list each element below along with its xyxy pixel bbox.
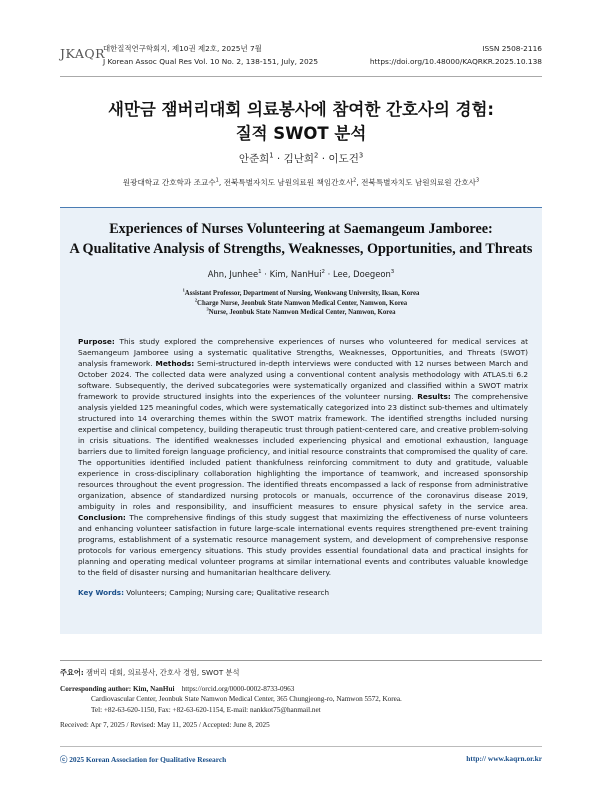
journal-citation-english: J Korean Assoc Qual Res Vol. 10 No. 2, 138-151, July, 2025 <box>103 57 319 66</box>
english-author: Kim, NanHui <box>269 269 322 279</box>
english-author: Lee, Doegeon <box>333 269 391 279</box>
korean-affiliations: 원광대학교 간호학과 조교수$^1$, 전북특별자치도 남원의료원 책임간호사$^2$, 전북특별자치도 남원의료원 간호사$^3$ <box>122 177 480 187</box>
abstract-text <box>78 336 528 578</box>
doi-link[interactable]: https://doi.org/10.48000/KAQRKR.2025.10.138 <box>369 57 542 66</box>
journal-identifiers <box>370 42 542 68</box>
page-footer <box>60 754 542 765</box>
purpose-text: This study explored the comprehensive experiences of nurses who volunteered for medical services at Saemangeum Jamboree using a systematic qualitative Strengths, Weaknesses, Opportunities, and Threats (SWOT) analysis framework. <box>78 336 528 368</box>
journal-logo: JKAQR <box>60 46 106 61</box>
abstract-box <box>60 207 542 634</box>
korean-title <box>60 98 542 146</box>
manuscript-dates: Received: Apr 7, 2025 / Revised: May 11, 2025 / Accepted: June 8, 2025 <box>60 721 270 729</box>
keywords <box>78 588 528 597</box>
bottom-divider <box>60 746 542 747</box>
keywords-text: Volunteers; Camping; Nursing care; Qualitative research <box>126 587 330 597</box>
english-author: Ahn, Junhee <box>207 269 259 279</box>
copyright: ⓒ 2025 Korean Association for Qualitative Research <box>60 755 227 764</box>
english-title-line2: A Qualitative Analysis of Strengths, Weaknesses, Opportunities, and Threats <box>69 241 533 257</box>
english-affiliations <box>60 289 542 318</box>
methods-label: Methods: <box>155 358 195 368</box>
korean-title-line2: 질적 SWOT 분석 <box>235 124 367 143</box>
header-divider <box>60 76 542 77</box>
corresponding-contact: Tel: +82-63-620-1150, Fax: +82-63-620-1154, E-mail: nankkot75@hanmail.net <box>91 705 321 714</box>
english-title-line1: Experiences of Nurses Volunteering at Saemangeum Jamboree: <box>109 221 493 237</box>
affiliation-line: $^1$Assistant Professor, Department of Nursing, Wonkwang University, Iksan, Korea <box>182 287 420 297</box>
issn: ISSN 2508-2116 <box>482 44 542 53</box>
affiliation-line: $^3$Nurse, Jeonbuk State Namwon Medical Center, Namwon, Korea <box>206 306 396 316</box>
keywords-label: Key Words: <box>78 587 124 597</box>
conclusion-label: Conclusion: <box>78 512 126 522</box>
journal-header <box>60 42 542 74</box>
orcid-link[interactable]: https://orcid.org/0000-0002-8733-0963 <box>181 684 295 693</box>
english-title <box>68 219 534 259</box>
journal-citation <box>103 42 318 68</box>
korean-keywords: 주요어: 잼버리 대회, 의료봉사, 간호사 경험, SWOT 분석 <box>60 668 240 677</box>
footnotes <box>60 668 542 731</box>
results-text: The comprehensive analysis yielded 125 meaningful codes, which were systematically categorized into 23 distinct sub-themes and ultimately structured into 14 overarching themes within the SWOT matrix framework. The identified strengths included nursing expertise and clinical competency, building therapeutic trust through patient-centered care, and creative problem-solving in crisis situations. The identified weaknesses included experiencing physical and emotional exhaustion, language barriers due to limited foreign language proficiency, and initial resource constraints that compromised the quality of care. The opportunities identified included patient thankfulness reinforcing commitment to duty and gratitude, valuable experience in cross-disciplinary collaboration highlighting the importance of teamwork, and increased sponsorship resources throughout the event progression. The identified threats encompassed a lack of response from administrative organization, absence of standardized nursing protocols or manuals, occurrence of the coronavirus disease 2019, ambiguity in roles and responsibility, and insufficient measures to ensure physical safety in the service area. <box>78 391 528 511</box>
purpose-label: Purpose: <box>78 336 115 346</box>
korean-title-line1: 새만금 잼버리대회 의료봉사에 참여한 간호사의 경험: <box>108 100 494 119</box>
corresponding-address: Cardiovascular Center, Jeonbuk State Namwon Medical Center, 365 Chungjeong-ro, Namwon 5572, Korea. <box>91 695 402 703</box>
journal-citation-korean: 대한질적연구학회지, 제10권 제2호, 2025년 7월 <box>103 44 262 53</box>
conclusion-text: The comprehensive findings of this study suggest that maximizing the effectiveness of nurse volunteers and enhancing volunteer satisfaction in future large-scale international events requires strengthened pre-event training programs, establishment of a systematic resource management system, and development of comprehensive response protocols for various emergency situations. This study provides essential foundational data and practical insights for planning and operating medical volunteer programs at similar international events and contributes valuable knowledge to the field of disaster nursing and humanitarian healthcare delivery. <box>78 512 528 577</box>
korean-author: 안준희 <box>238 153 270 165</box>
corresponding-author: Corresponding author: Kim, NanHui https://orcid.org/0000-0002-8733-0963 <box>60 684 295 693</box>
english-authors: Ahn, Junhee$^1$ · Kim, NanHui$^2$ · Lee, Doegeon$^3$ <box>207 269 395 279</box>
footnote-divider <box>60 660 542 661</box>
methods-text: Semi-structured in-depth interviews were conducted with 12 nurses between March and October 2024. The collected data were analyzed using a conventional content analysis methodology with ATLAS.ti 6.2 software. Subsequently, the derived subcategories were systematically organized and classified within a SWOT matrix framework to provide structured insights into the experiences of the volunteer nursing. <box>78 358 528 401</box>
korean-author: 김난희 <box>283 153 315 165</box>
korean-author: 이도건 <box>328 153 359 165</box>
results-label: Results: <box>417 391 451 401</box>
korean-authors: 안준희$^1$ · 김난희$^2$ · 이도건$^3$ <box>238 151 364 165</box>
website-link[interactable]: http:// www.kaqrn.or.kr <box>466 754 542 763</box>
affiliation-line: $^2$Charge Nurse, Jeonbuk State Namwon Medical Center, Namwon, Korea <box>194 297 408 307</box>
